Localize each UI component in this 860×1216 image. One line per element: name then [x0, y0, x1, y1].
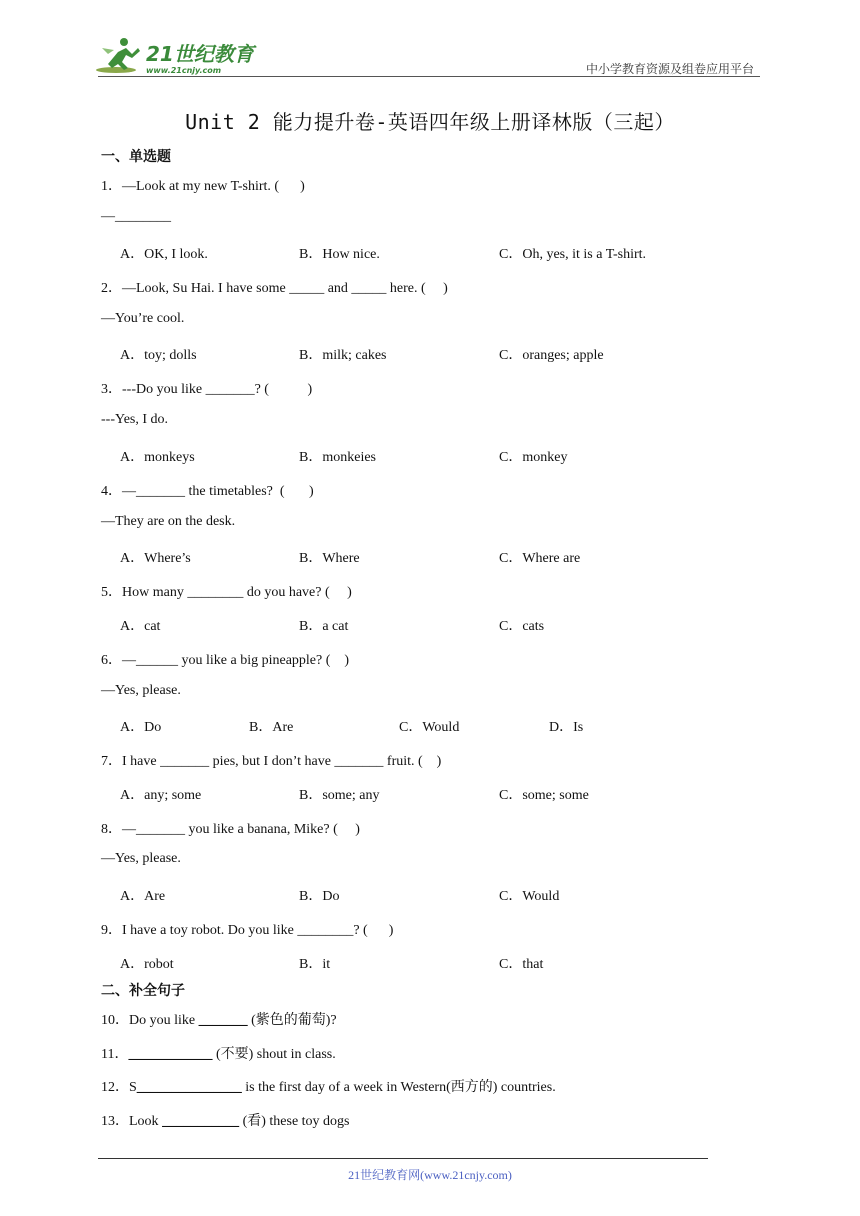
fill-question	[101, 1043, 336, 1063]
question-dialog-line: —They are on the desk.	[101, 514, 236, 529]
answer-blank[interactable]: ___________	[162, 1114, 240, 1129]
question-dialog-line: —Yes, please.	[101, 851, 181, 866]
question-stem: 8．—_______ you like a banana, Mike? ( )	[101, 822, 360, 837]
option-a[interactable]: A．OK, I look.	[120, 247, 208, 262]
option-b[interactable]: B．a cat	[299, 619, 349, 634]
fill-question-text: (看) these toy dogs	[239, 1114, 350, 1129]
question-stem: 6．—______ you like a big pineapple? ( )	[101, 653, 350, 668]
fill-question	[101, 1110, 350, 1130]
option-b[interactable]: B．Do	[299, 889, 340, 904]
option-b[interactable]: B．some; any	[299, 788, 380, 803]
option-c[interactable]: C．Would	[499, 889, 560, 904]
logo-text: 21世纪教育	[146, 42, 254, 66]
logo	[94, 34, 264, 78]
option-b[interactable]: B．monkeies	[299, 450, 376, 465]
option-b[interactable]: B．How nice.	[299, 247, 380, 262]
footer-link[interactable]: 21世纪教育网(www.21cnjy.com)	[348, 1168, 512, 1182]
question-stem: 4．—_______ the timetables? ( )	[101, 484, 314, 499]
option-a[interactable]: A．Are	[120, 889, 166, 904]
fill-question	[101, 1009, 337, 1029]
option-b[interactable]: B．Are	[249, 720, 294, 735]
option-c[interactable]: C．monkey	[499, 450, 568, 465]
fill-question-text: (不要) shout in class.	[212, 1047, 336, 1062]
fill-question-text: 13．Look	[101, 1114, 163, 1129]
footer-divider	[98, 1158, 708, 1159]
page-title: Unit 2 能力提升卷-英语四年级上册译林版（三起）	[185, 110, 675, 134]
question-dialog-line: —________	[101, 209, 171, 224]
question-stem: 3．---Do you like _______? ( )	[101, 382, 313, 397]
option-c[interactable]: C．oranges; apple	[499, 348, 604, 363]
header-platform-text: 中小学教育资源及组卷应用平台	[585, 62, 754, 76]
option-c[interactable]: C．cats	[499, 619, 545, 634]
option-a[interactable]: A．monkeys	[120, 450, 195, 465]
option-a[interactable]: A．toy; dolls	[120, 348, 197, 363]
section-heading-complete-sentences: 二、补全句子	[101, 983, 185, 999]
question-dialog-line: —You’re cool.	[101, 311, 185, 326]
fill-question-text: is the first day of a week in Western(西方的) countries.	[241, 1080, 556, 1095]
fill-question-text: 12．S	[101, 1080, 137, 1095]
option-b[interactable]: B．Where	[299, 551, 360, 566]
answer-blank[interactable]: ____________	[128, 1047, 213, 1062]
option-b[interactable]: B．it	[299, 957, 331, 972]
option-a[interactable]: A．any; some	[120, 788, 202, 803]
section-heading-single-choice: 一、单选题	[101, 149, 171, 165]
fill-question	[101, 1076, 556, 1096]
page-header	[0, 0, 860, 90]
option-a[interactable]: A．cat	[120, 619, 161, 634]
question-stem: 7．I have _______ pies, but I don’t have _______ fruit. ( )	[101, 754, 442, 769]
option-a[interactable]: A．robot	[120, 957, 174, 972]
option-a[interactable]: A．Where’s	[120, 551, 191, 566]
option-c[interactable]: C．that	[499, 957, 544, 972]
fill-question-text: 11．	[101, 1047, 129, 1062]
question-dialog-line: ---Yes, I do.	[101, 412, 169, 427]
option-c[interactable]: C．Where are	[499, 551, 581, 566]
question-stem: 2．—Look, Su Hai. I have some _____ and _____ here. ( )	[101, 281, 448, 296]
question-stem: 1．—Look at my new T-shirt. ( )	[101, 179, 305, 194]
answer-blank[interactable]: _______	[198, 1013, 248, 1028]
header-divider	[98, 76, 760, 77]
fill-question-text: (紫色的葡萄)?	[247, 1013, 337, 1028]
option-d[interactable]: D．Is	[549, 720, 584, 735]
question-dialog-line: —Yes, please.	[101, 683, 181, 698]
fill-question-text: 10．Do you like	[101, 1013, 199, 1028]
option-c[interactable]: C．some; some	[499, 788, 589, 803]
question-stem: 5．How many ________ do you have? ( )	[101, 585, 352, 600]
option-b[interactable]: B．milk; cakes	[299, 348, 387, 363]
option-c[interactable]: C．Oh, yes, it is a T-shirt.	[499, 247, 647, 262]
logo-url: www.21cnjy.com	[146, 66, 222, 75]
option-c[interactable]: C．Would	[399, 720, 460, 735]
question-stem: 9．I have a toy robot. Do you like ________? ( )	[101, 923, 394, 938]
answer-blank[interactable]: _______________	[136, 1080, 242, 1095]
option-a[interactable]: A．Do	[120, 720, 162, 735]
